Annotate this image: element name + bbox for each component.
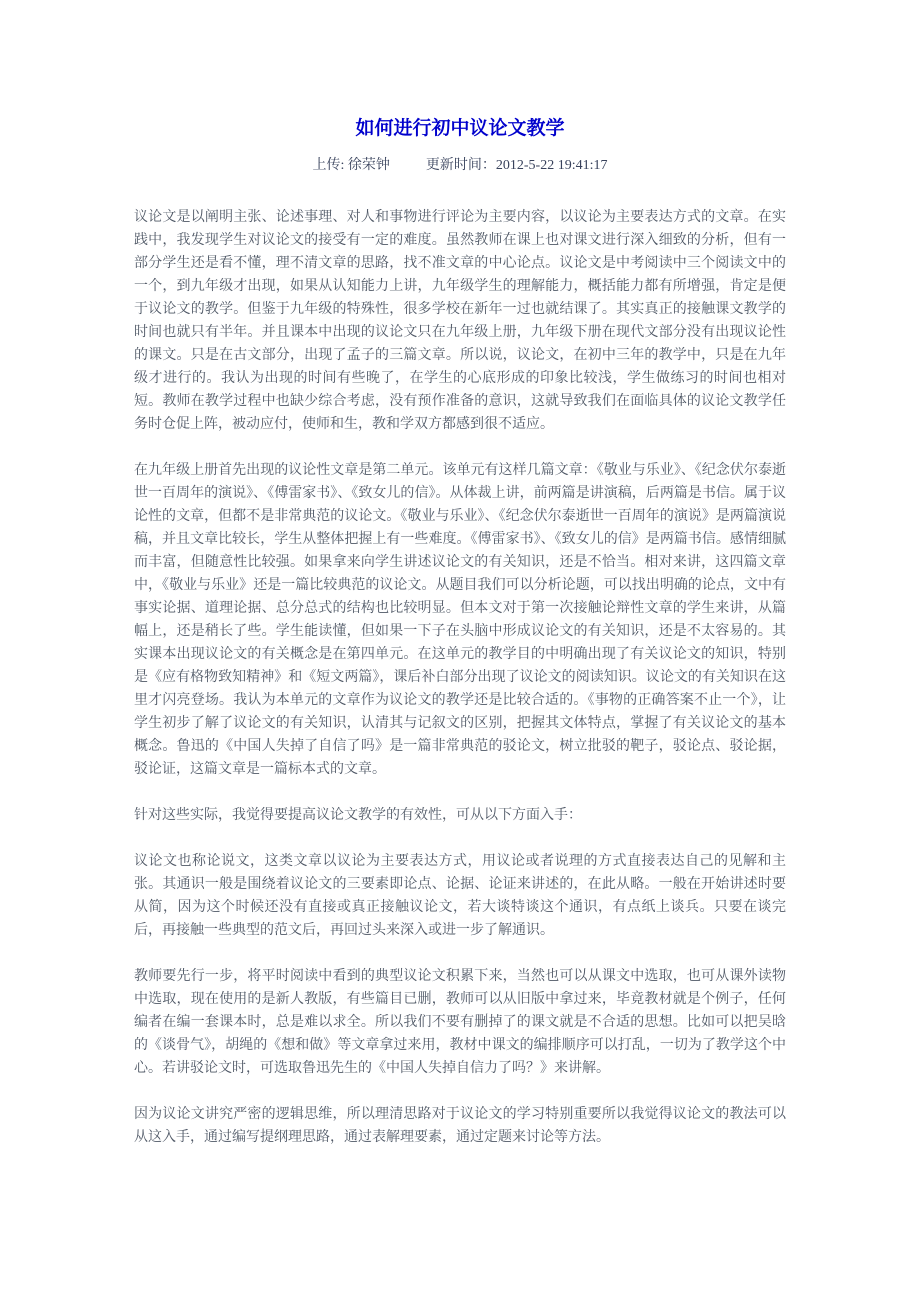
paragraph-1: 议论文是以阐明主张、论述事理、对人和事物进行评论为主要内容，以议论为主要表达方式的文章。在实践中，我发现学生对议论文的接受有一定的难度。虽然教师在课上也对课文进行深入细致的分析，但有一部分学生还是看不懂，理不清文章的思路，找不准文章的中心论点。议论文是中考阅读中三个阅读文中的一个，到九年级才出现，如果从认知能力上讲，九年级学生的理解能力，概括能力都有所增强，肯定是便于议论文的教学。但鉴于九年级的特殊性，很多学校在新年一过也就结课了。其实真正的接触课文教学的时间也就只有半年。并且课本中出现的议论文只在九年级上册，九年级下册在现代文部分没有出现议论性的课文。只是在古文部分，出现了孟子的三篇文章。所以说，议论文，在初中三年的教学中，只是在九年级才进行的。我认为出现的时间有些晚了，在学生的心底形成的印象比较浅，学生做练习的时间也相对短。教师在教学过程中也缺少综合考虑，没有预作准备的意识，这就导致我们在面临具体的议论文教学任务时仓促上阵，被动应付，使师和生，教和学双方都感到很不适应。 bbox=[134, 210, 786, 432]
paragraph-4: 议论文也称论说文，这类文章以议论为主要表达方式，用议论或者说理的方式直接表达自己的见解和主张。其通识一般是围绕着议论文的三要素即论点、论据、论证来讲述的，在此从略。一般在开始讲述时要从简，因为这个时候还没有直接或真正接触议论文，若大谈特谈这个通识，有点纸上谈兵。只要在谈完后，再接触一些典型的范文后，再回过头来深入或进一步了解通识。 bbox=[134, 854, 786, 938]
byline bbox=[134, 156, 786, 176]
paragraph-2: 在九年级上册首先出现的议论性文章是第二单元。该单元有这样几篇文章：《敬业与乐业》、《纪念伏尔泰逝世一百周年的演说》、《傅雷家书》、《致女儿的信》。从体裁上讲，前两篇是讲演稿，后两篇是书信。属于议论性的文章，但都不是非常典范的议论文。《敬业与乐业》、《纪念伏尔泰逝世一百周年的演说》是两篇演说稿，并且文章比较长，学生从整体把握上有一些难度。《傅雷家书》、《致女儿的信》是两篇书信。感情细腻而丰富，但随意性比较强。如果拿来向学生讲述议论文的有关知识，还是不恰当。相对来讲，这四篇文章中，《敬业与乐业》还是一篇比较典范的议论文。从题目我们可以分析论题，可以找出明确的论点，文中有事实论据、道理论据、总分总式的结构也比较明显。但本文对于第一次接触论辩性文章的学生来讲，从篇幅上，还是稍长了些。学生能读懂，但如果一下子在头脑中形成议论文的有关知识，还是不太容易的。其实课本出现议论文的有关概念是在第四单元。在这单元的教学目的中明确出现了有关议论文的知识，特别是《应有格物致知精神》和《短文两篇》，课后补白部分出现了议论文的阅读知识。议论文的有关知识在这里才闪亮登场。我认为本单元的文章作为议论文的教学还是比较合适的。《事物的正确答案不止一个》，让学生初步了解了议论文的有关知识，认清其与记叙文的区别，把握其文体特点，掌握了有关议论文的基本概念。鲁迅的《中国人失掉了自信了吗》是一篇非常典范的驳论文，树立批驳的靶子，驳论点、驳论据，驳论证，这篇文章是一篇标本式的文章。 bbox=[134, 463, 786, 777]
paragraph-5: 教师要先行一步，将平时阅读中看到的典型议论文积累下来，当然也可以从课文中选取，也可从课外读物中选取，现在使用的是新人教版，有些篇目已删，教师可以从旧版中拿过来，毕竟教材就是个例子，任何编者在编一套课本时，总是难以求全。所以我们不要有删掉了的课文就是不合适的思想。比如可以把吴晗的《谈骨气》，胡绳的《想和做》等文章拿过来用，教材中课文的编排顺序可以打乱，一切为了教学这个中心。若讲驳论文时，可选取鲁迅先生的《中国人失掉自信力了吗？》来讲解。 bbox=[134, 969, 786, 1076]
document-page bbox=[134, 0, 786, 1209]
paragraph-3: 针对这些实际，我觉得要提高议论文教学的有效性，可从以下方面入手： bbox=[134, 808, 582, 823]
article-body bbox=[134, 206, 786, 1149]
page-title: 如何进行初中议论文教学 bbox=[355, 118, 565, 139]
update-time-label: 更新时间：2012-5-22 19:41:17 bbox=[425, 158, 608, 173]
paragraph-6: 因为议论文讲究严密的逻辑思维，所以理清思路对于议论文的学习特别重要所以我觉得议论文的教法可以从这入手，通过编写提纲理思路，通过表解理要素，通过定题来讨论等方法。 bbox=[134, 1107, 786, 1145]
uploader-label: 上传: 徐荣钟 bbox=[312, 158, 390, 173]
